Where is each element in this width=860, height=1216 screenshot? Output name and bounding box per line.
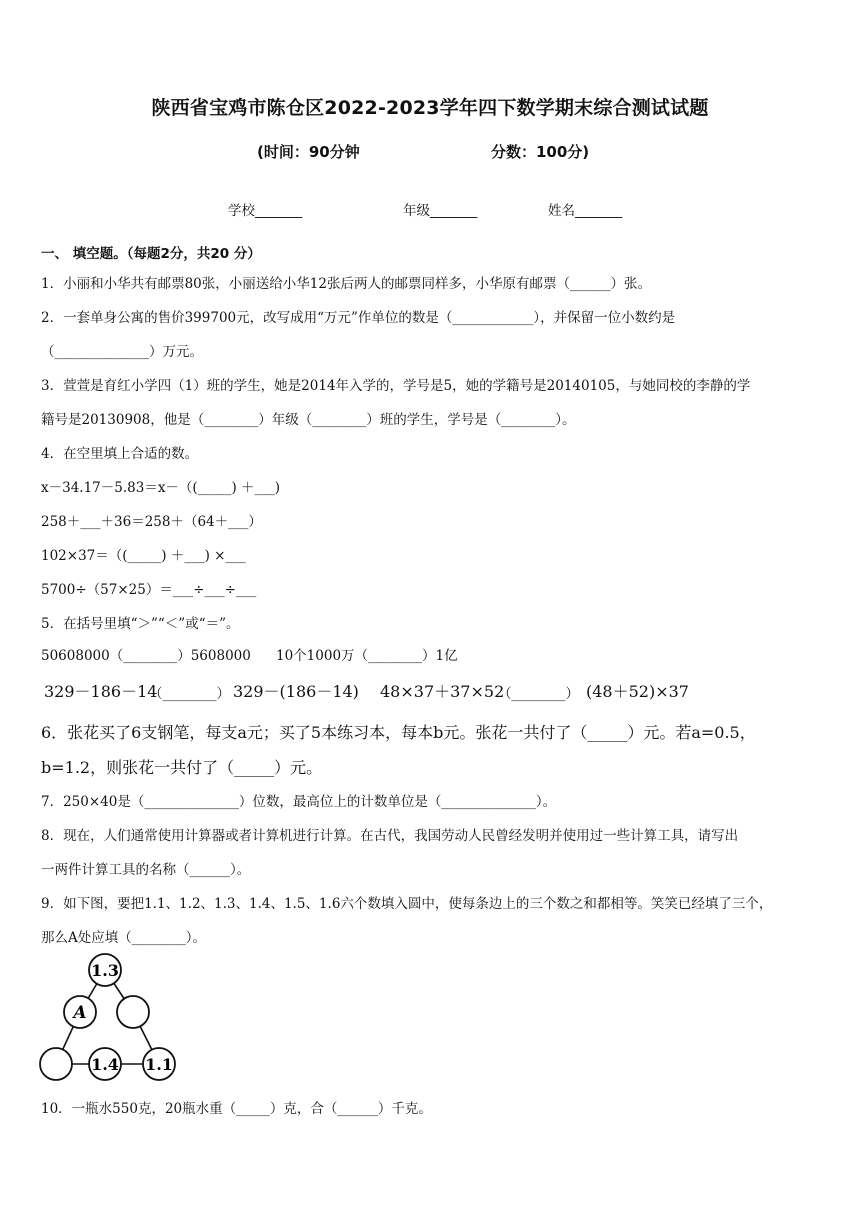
question-6-line-2: b=1.2，则张花一共付了（_____）元。 — [41, 758, 323, 777]
label-top: 1.3 — [91, 961, 119, 980]
exam-score: 分数：100分) — [491, 143, 590, 161]
question-4-expr-1: x－34.17－5.83＝x－（(_____) ＋___) — [41, 480, 281, 496]
question-5-blank-b: （________） — [498, 686, 579, 702]
question-1: 1．小丽和小华共有邮票80张，小丽送给小华12张后两人的邮票同样多，小华原有邮票（______）张。 — [41, 276, 651, 292]
question-5-expr-a: 329－186－14 — [44, 682, 158, 701]
section-heading: 一、 填空题。（每题2分，共20 分） — [41, 246, 261, 262]
label-bottom-mid: 1.4 — [91, 1055, 119, 1074]
question-10: 10．一瓶水550克，20瓶水重（_____）克，合（______）千克。 — [41, 1101, 432, 1117]
question-5-compare-1a: 50608000（________）5608000 — [41, 648, 251, 664]
question-3-line-2: 籍号是20130908，他是（________）年级（________）班的学生，学号是（________）。 — [41, 412, 576, 428]
question-4: 4．在空里填上合适的数。 — [41, 446, 199, 462]
grade-field: 年级_______ — [403, 203, 478, 219]
question-6-line-1: 6．张花买了6支钢笔，每支a元；买了5本练习本，每本b元。张花一共付了（_____）元。若a=0.5， — [41, 723, 756, 742]
question-5-expr-c: 48×37＋37×52 — [380, 682, 505, 701]
question-9-line-2: 那么A处应填（________）。 — [41, 930, 206, 946]
question-4-expr-4: 5700÷（57×25）＝___÷___÷___ — [41, 582, 257, 598]
page-title: 陕西省宝鸡市陈仓区2022-2023学年四下数学期末综合测试试题 — [151, 97, 709, 119]
circle-bottom-left — [40, 1048, 72, 1080]
question-5-compare-1b: 10个1000万（________）1亿 — [276, 648, 458, 664]
question-5: 5．在括号里填“＞”“＜”或“＝”。 — [41, 616, 240, 632]
exam-time: (时间：90分钟 — [257, 143, 360, 161]
question-8-line-1: 8．现在，人们通常使用计算器或者计算机进行计算。在古代，我国劳动人民曾经发明并使用过一些计算工具，请写出 — [41, 828, 739, 844]
name-field: 姓名_______ — [548, 203, 623, 219]
question-5-blank-a: （________） — [149, 686, 230, 702]
label-a: A — [73, 1003, 87, 1023]
question-9-line-1: 9．如下图，要把1.1、1.2、1.3、1.4、1.5、1.6六个数填入圆中，使每条边上的三个数之和都相等。笑笑已经填了三个， — [41, 896, 773, 912]
question-4-expr-3: 102×37＝（(_____) ＋___) ×___ — [41, 548, 246, 564]
circle-right-mid — [117, 996, 149, 1028]
question-3-line-1: 3．萱萱是育红小学四（1）班的学生，她是2014年入学的，学号是5，她的学籍号是20140105，与她同校的李静的学 — [41, 378, 751, 394]
question-2-line-2: （______________）万元。 — [41, 344, 203, 360]
label-bottom-right: 1.1 — [145, 1055, 173, 1074]
question-7: 7．250×40是（______________）位数，最高位上的计数单位是（______________）。 — [41, 794, 557, 810]
question-4-expr-2: 258＋___＋36＝258＋（64＋___） — [41, 514, 262, 530]
question-2-line-1: 2．一套单身公寓的售价399700元，改写成用“万元”作单位的数是（____________），并保留一位小数约是 — [41, 310, 676, 326]
question-5-expr-b: 329－(186－14) — [233, 682, 359, 701]
question-8-line-2: 一两件计算工具的名称（______）。 — [41, 862, 251, 878]
school-field: 学校_______ — [228, 203, 303, 219]
triangle-circle-figure — [38, 953, 180, 1083]
question-5-expr-d: (48＋52)×37 — [586, 682, 689, 701]
